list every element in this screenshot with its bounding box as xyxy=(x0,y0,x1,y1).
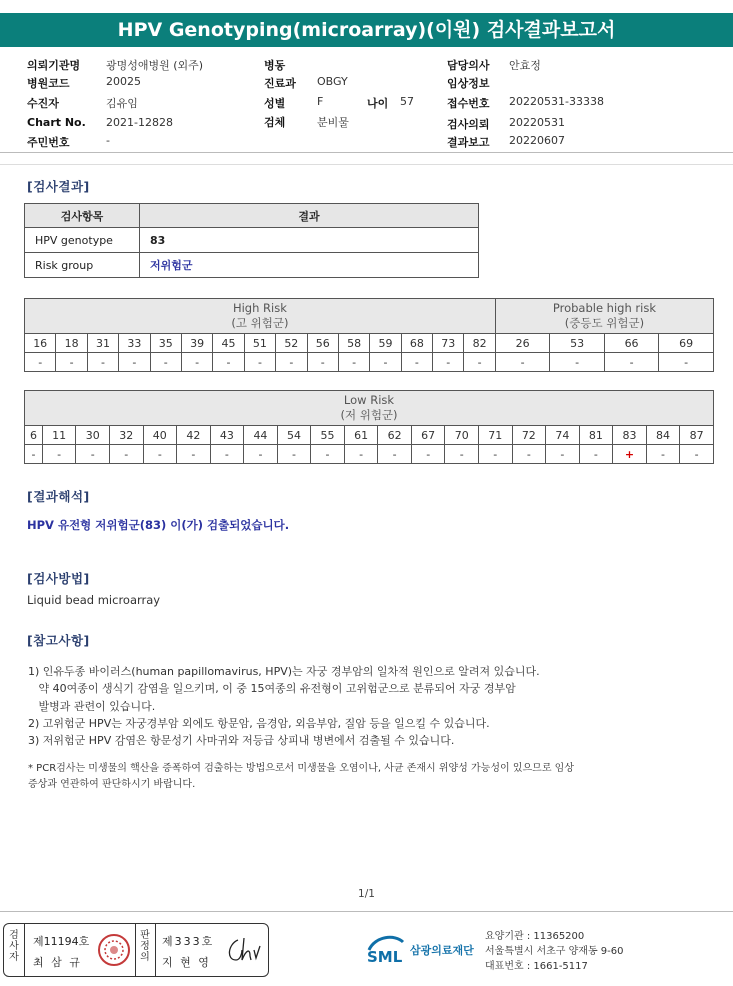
genotype-cell: 16 xyxy=(25,334,56,353)
department-label: 진료과 xyxy=(264,77,296,90)
genotype-result-cell: - xyxy=(150,353,181,372)
genotype-cell: 40 xyxy=(143,426,177,445)
divider xyxy=(0,152,733,153)
low-risk-table xyxy=(24,390,714,464)
genotype-cell: 45 xyxy=(213,334,244,353)
section-title-method: [검사방법] xyxy=(27,571,90,586)
genotype-result-cell: - xyxy=(213,353,244,372)
org-info-line: 요양기관 : 11365200 xyxy=(485,931,585,942)
institution-label: 의뢰기관명 xyxy=(27,59,81,72)
genotype-cell: 35 xyxy=(150,334,181,353)
genotype-cell: 43 xyxy=(210,426,244,445)
patient-name-label: 수진자 xyxy=(27,97,59,110)
genotype-result-cell: - xyxy=(445,445,479,464)
report-title: HPV Genotyping(microarray)(이원) 검사결과보고서 xyxy=(0,13,733,47)
genotype-cell: 52 xyxy=(276,334,307,353)
genotype-result-cell: - xyxy=(177,445,211,464)
genotype-cell: 31 xyxy=(87,334,118,353)
genotype-cell: 72 xyxy=(512,426,546,445)
genotype-cell: 26 xyxy=(495,334,549,353)
high-risk-caption xyxy=(25,299,496,334)
signature-box xyxy=(3,923,269,977)
patient-name-value: 김유임 xyxy=(106,97,138,110)
note-line: * PCR검사는 미생물의 핵산을 증폭하여 검출하는 방법으로서 미생물을 오염이나, 사균 존재시 위양성 가능성이 있으므로 임상 xyxy=(28,763,574,774)
genotype-cell: 71 xyxy=(479,426,513,445)
specimen-label: 검체 xyxy=(264,116,286,129)
age-label: 나이 xyxy=(367,97,389,110)
genotype-cell: 33 xyxy=(119,334,150,353)
genotype-result-cell: - xyxy=(579,445,613,464)
genotype-cell: 6 xyxy=(25,426,43,445)
genotype-result-cell: - xyxy=(109,445,143,464)
genotype-result-cell: - xyxy=(550,353,604,372)
report-date-label: 결과보고 xyxy=(447,136,490,149)
org-info xyxy=(485,929,624,974)
genotype-cell: 39 xyxy=(181,334,212,353)
divider xyxy=(135,924,136,976)
org-info-line: 대표번호 : 1661-5117 xyxy=(485,961,588,972)
genotype-cell: 56 xyxy=(307,334,338,353)
genotype-cell: 66 xyxy=(604,334,658,353)
genotype-cell: 73 xyxy=(433,334,464,353)
reference-list xyxy=(28,663,540,749)
genotype-cell: 69 xyxy=(659,334,714,353)
physician-value: 안효정 xyxy=(509,59,541,72)
genotype-cell: 67 xyxy=(411,426,445,445)
divider xyxy=(24,924,25,976)
genotype-result-cell: - xyxy=(307,353,338,372)
divider xyxy=(155,924,156,976)
genotype-cell: 87 xyxy=(680,426,714,445)
genotype-cell: 53 xyxy=(550,334,604,353)
genotype-cell: 32 xyxy=(109,426,143,445)
org-info-line: 서울특별시 서초구 양재동 9-60 xyxy=(485,946,624,957)
divider xyxy=(0,164,733,165)
accession-value: 20220531-33338 xyxy=(509,95,604,108)
section-title-result: [검사결과] xyxy=(27,179,90,194)
hospital-code-label: 병원코드 xyxy=(27,77,70,90)
probable-risk-caption-main: Probable high risk xyxy=(552,301,656,315)
result-item: Risk group xyxy=(25,253,140,278)
genotype-cell: 54 xyxy=(277,426,311,445)
high-risk-caption-main: High Risk xyxy=(232,301,287,315)
result-item: HPV genotype xyxy=(25,228,140,253)
resident-no-label: 주민번호 xyxy=(27,136,70,149)
section-title-interpretation: [결과해석] xyxy=(27,489,90,504)
request-date-label: 검사의뢰 xyxy=(447,118,490,131)
table-row xyxy=(25,228,479,253)
genotype-result-cell: - xyxy=(479,445,513,464)
interpretation-text: HPV 유전형 저위험군(83) 이(가) 검출되었습니다. xyxy=(27,518,290,532)
genotype-result-cell: - xyxy=(119,353,150,372)
genotype-cell: 83 xyxy=(613,426,647,445)
high-risk-results-row xyxy=(25,353,714,372)
chart-no-value: 2021-12828 xyxy=(106,116,173,129)
examiner-license: 제11194호 xyxy=(33,935,90,948)
genotype-result-cell: - xyxy=(370,353,401,372)
reference-line: 2) 고위험군 HPV는 자궁경부암 외에도 항문암, 음경암, 외음부암, 질암 등을 일으킬 수 있습니다. xyxy=(28,716,490,730)
high-risk-types-row xyxy=(25,334,714,353)
genotype-result-cell: - xyxy=(401,353,432,372)
reference-line: 약 40여종이 생식기 감염을 일으키며, 이 중 15여종의 유전형이 고위험군으로 분류되어 자궁 경부암 xyxy=(28,682,516,696)
clinical-info-label: 임상정보 xyxy=(447,77,490,90)
genotype-cell: 59 xyxy=(370,334,401,353)
genotype-result-cell: - xyxy=(276,353,307,372)
probable-risk-caption xyxy=(495,299,713,334)
genotype-result-cell: - xyxy=(604,353,658,372)
physician-label: 담당의사 xyxy=(447,59,490,72)
genotype-cell: 44 xyxy=(244,426,278,445)
table-row xyxy=(25,253,479,278)
genotype-cell: 30 xyxy=(76,426,110,445)
genotype-result-cell: - xyxy=(411,445,445,464)
genotype-result-cell: - xyxy=(464,353,495,372)
genotype-result-cell: - xyxy=(495,353,549,372)
genotype-result-cell: - xyxy=(42,445,76,464)
age-value: 57 xyxy=(400,95,414,108)
genotype-result-cell: - xyxy=(338,353,369,372)
org-name: 삼광의료재단 xyxy=(410,944,474,957)
genotype-cell: 58 xyxy=(338,334,369,353)
genotype-result-cell: - xyxy=(311,445,345,464)
genotype-cell: 11 xyxy=(42,426,76,445)
svg-text:SML: SML xyxy=(367,948,403,966)
reviewer-name: 지 현 영 xyxy=(162,956,211,969)
probable-risk-caption-sub: (중등도 위험군) xyxy=(564,316,645,330)
sex-label: 성별 xyxy=(264,97,286,110)
examiner-name: 최 삼 규 xyxy=(33,956,82,969)
note-line: 증상과 연관하여 판단하시기 바랍니다. xyxy=(28,779,196,790)
handwritten-signature-icon xyxy=(224,934,264,966)
low-risk-caption-main: Low Risk xyxy=(343,393,395,407)
reviewer-label: 판정의 xyxy=(140,930,150,963)
high-risk-table xyxy=(24,298,714,372)
genotype-result-cell: - xyxy=(659,353,714,372)
genotype-result-cell: - xyxy=(277,445,311,464)
genotype-result-cell: - xyxy=(344,445,378,464)
genotype-cell: 74 xyxy=(546,426,580,445)
genotype-result-cell: - xyxy=(433,353,464,372)
genotype-cell: 61 xyxy=(344,426,378,445)
genotype-cell: 70 xyxy=(445,426,479,445)
reference-line: 발병과 관련이 있습니다. xyxy=(28,699,156,713)
low-risk-types-row xyxy=(25,426,714,445)
page-number: 1/1 xyxy=(358,888,375,900)
sex-value: F xyxy=(317,95,324,108)
genotype-cell: 18 xyxy=(56,334,87,353)
chart-no-label: Chart No. xyxy=(27,116,86,129)
genotype-result-cell: - xyxy=(546,445,580,464)
sml-logo-icon xyxy=(365,930,407,968)
low-risk-caption-sub: (저 위험군) xyxy=(340,408,398,422)
genotype-cell: 42 xyxy=(177,426,211,445)
genotype-result-cell: - xyxy=(76,445,110,464)
genotype-cell: 68 xyxy=(401,334,432,353)
genotype-cell: 55 xyxy=(311,426,345,445)
footer-divider xyxy=(0,911,733,912)
institution-value: 광명성애병원 (외주) xyxy=(106,59,204,72)
genotype-result-cell: + xyxy=(613,445,647,464)
accession-label: 접수번호 xyxy=(447,97,490,110)
high-risk-caption-sub: (고 위험군) xyxy=(231,316,289,330)
department-value: OBGY xyxy=(317,75,348,88)
genotype-result-cell: - xyxy=(680,445,714,464)
genotype-result-cell: - xyxy=(512,445,546,464)
genotype-result-cell: - xyxy=(143,445,177,464)
request-date-value: 20220531 xyxy=(509,116,565,129)
hospital-code-value: 20025 xyxy=(106,75,141,88)
genotype-cell: 82 xyxy=(464,334,495,353)
genotype-result-cell: - xyxy=(646,445,680,464)
examiner-label: 검사자 xyxy=(9,930,19,963)
genotype-result-cell: - xyxy=(25,353,56,372)
genotype-cell: 84 xyxy=(646,426,680,445)
result-table xyxy=(24,203,479,278)
method-text: Liquid bead microarray xyxy=(27,593,161,607)
genotype-result-cell: - xyxy=(378,445,412,464)
genotype-result-cell: - xyxy=(210,445,244,464)
reviewer-license: 제333호 xyxy=(162,935,215,948)
result-header-item: 검사항목 xyxy=(25,204,140,228)
genotype-result-cell: - xyxy=(25,445,43,464)
resident-no-value: - xyxy=(106,134,110,147)
result-value: 저위험군 xyxy=(140,253,479,278)
low-risk-results-row xyxy=(25,445,714,464)
ward-label: 병동 xyxy=(264,59,286,72)
genotype-cell: 51 xyxy=(244,334,275,353)
genotype-result-cell: - xyxy=(87,353,118,372)
genotype-result-cell: - xyxy=(181,353,212,372)
result-header-value: 결과 xyxy=(140,204,479,228)
genotype-result-cell: - xyxy=(244,445,278,464)
seal-stamp-icon xyxy=(97,933,131,967)
reference-line: 1) 인유두종 바이러스(human papillomavirus, HPV)는 자궁 경부암의 일차적 원인으로 알려져 있습니다. xyxy=(28,665,540,678)
specimen-value: 분비물 xyxy=(317,116,349,129)
report-date-value: 20220607 xyxy=(509,134,565,147)
genotype-cell: 62 xyxy=(378,426,412,445)
genotype-result-cell: - xyxy=(244,353,275,372)
result-value: 83 xyxy=(140,228,479,253)
genotype-cell: 81 xyxy=(579,426,613,445)
low-risk-caption xyxy=(25,391,714,426)
section-title-reference: [참고사항] xyxy=(27,633,90,648)
reference-line: 3) 저위험군 HPV 감염은 항문성기 사마귀와 저등급 상피내 병변에서 검출될 수 있습니다. xyxy=(28,734,455,748)
genotype-result-cell: - xyxy=(56,353,87,372)
pcr-note xyxy=(28,761,574,793)
